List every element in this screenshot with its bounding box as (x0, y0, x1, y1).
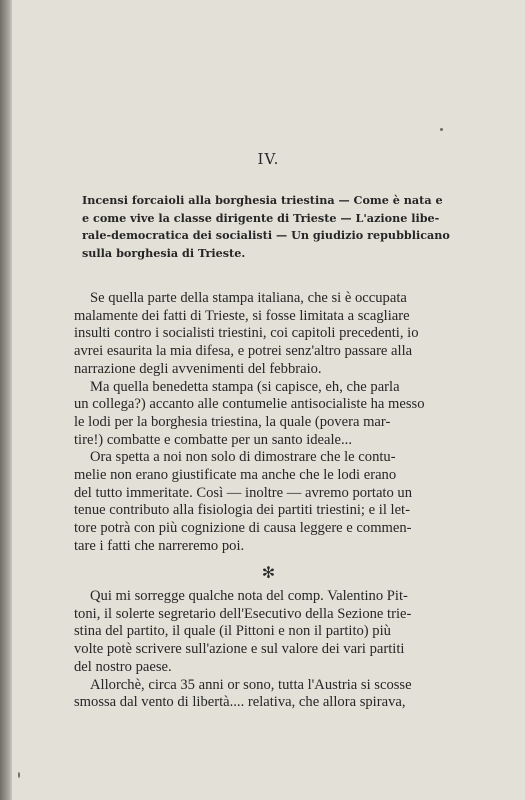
body-line: Ora spetta a noi non solo di dimostrare che le contu- (90, 449, 396, 466)
body-line: Allorchè, circa 35 anni or sono, tutta l'Austria si scosse (90, 676, 412, 693)
body-line: tire!) combatte e combatte per un santo ideale... (74, 431, 352, 448)
body-line: malamente dei fatti di Trieste, si fosse limitata a scagliare (74, 307, 410, 324)
body-line: narrazione degli avvenimenti del febbraio. (74, 360, 322, 377)
book-spine-shadow (0, 0, 12, 800)
body-line: Ma quella benedetta stampa (si capisce, eh, che parla (90, 378, 400, 395)
body-line: tore potrà con più cognizione di causa leggere e commen- (74, 520, 412, 537)
body-line: tare i fatti che narreremo poi. (74, 537, 245, 554)
body-line: tenue contributo alla fisiologia dei partiti triestini; e il let- (74, 502, 410, 519)
body-line: stina del partito, il quale (il Pittoni e non il partito) più (74, 623, 391, 640)
body-line: del nostro paese. (74, 658, 172, 675)
body-line: toni, il solerte segretario dell'Esecutivo della Sezione trie- (74, 605, 412, 622)
summary-line: sulla borghesia di Trieste. (82, 245, 246, 260)
body-line: insulti contro i socialisti triestini, coi capitoli precedenti, io (74, 325, 419, 342)
body-line: smossa dal vento di libertà.... relativa, che allora spirava, (74, 694, 406, 711)
body-line: del tutto immeritate. Così — inoltre — avremo portato un (74, 484, 413, 501)
body-line: volte potè scrivere sull'azione e sul valore dei vari partiti (74, 641, 405, 658)
chapter-summary (82, 192, 452, 262)
body-line: Se quella parte della stampa italiana, che si è occupata (90, 290, 407, 306)
book-page (12, 0, 525, 800)
body-text-section-2 (74, 588, 454, 712)
body-line: le lodi per la borghesia triestina, la quale (povera mar- (74, 413, 391, 430)
chapter-number: IV. (257, 150, 280, 168)
body-line: melie non erano giustificate ma anche che le lodi erano (74, 467, 397, 484)
paper-speck (440, 128, 443, 131)
summary-line: e come vive la classe dirigente di Trieste — L'azione libe- (82, 210, 440, 225)
paper-speck (18, 772, 20, 778)
body-line: avrei esaurita la mia difesa, e potrei senz'altro passare alla (74, 343, 413, 360)
body-line: un collega?) accanto alle contumelie antisocialiste ha messo (74, 396, 425, 413)
summary-line: Incensi forcaioli alla borghesia triestina — Come è nata e (82, 193, 443, 207)
body-line: Qui mi sorregge qualche nota del comp. Valentino Pit- (90, 588, 408, 604)
section-separator-asterisk: ✻ (261, 563, 276, 582)
summary-line: rale-democratica dei socialisti — Un giudizio repubblicano (82, 228, 450, 242)
body-text-section-1 (74, 290, 454, 556)
